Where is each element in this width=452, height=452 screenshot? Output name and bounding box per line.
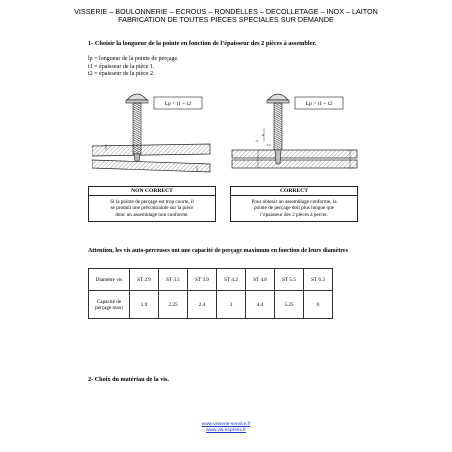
section-1-title: 1- Choisir la longueur de la pointe en fonction de l’épaisseur des 2 pièces à assembler.: [88, 40, 317, 47]
table-cell: ST 3.5: [159, 269, 188, 291]
table-cell: 1.9: [130, 291, 159, 319]
table-cell: 3: [217, 291, 246, 319]
definition-lp: lp = longueur de la pointe de perçage.: [88, 56, 179, 62]
table-cell: 5.25: [275, 291, 304, 319]
table-row-capacities: [89, 291, 333, 319]
attention-note: Attention, les vis auto-perceuses ont une capacité de perçage maximum en fonction de leurs diamètres: [88, 248, 348, 254]
incorrect-box-line-1: Si la pointe de perçage est trop courte, il: [110, 199, 194, 205]
screw-diagram: [92, 84, 362, 184]
drill-point: [134, 154, 140, 161]
table-cell: ST 6.3: [304, 269, 333, 291]
plate-1: [232, 150, 357, 158]
correct-box-line-3: l’épaisseur des 2 pièces à percer.: [260, 211, 328, 218]
footer-link-2[interactable]: www.vis-express.fr: [206, 427, 246, 433]
definitions-list: [88, 56, 179, 79]
correct-box-title: CORRECT: [231, 187, 357, 196]
correct-box-line-2: pointe de perçage doit plus longue que: [253, 205, 335, 212]
row-label-capacity-line-2: perçage maxi: [95, 304, 123, 311]
incorrect-assembly-drawing: [92, 94, 210, 172]
page-header: [0, 8, 452, 25]
incorrect-box-line-3: donc un assemblage non conforme.: [115, 211, 189, 218]
dim-t2: t2: [261, 133, 265, 137]
table-cell: 2.25: [159, 291, 188, 319]
table-cell: 6: [304, 291, 333, 319]
table-cell: ST 3.9: [188, 269, 217, 291]
footer-links: [0, 422, 452, 434]
row-label-diameter: Diamètre vis: [89, 269, 130, 291]
header-line-1: VISSERIE – BOULONNERIE – ECROUS – RONDELLES – DECOLLETAGE – INOX – LAITON: [74, 7, 378, 16]
screw-shank: [133, 103, 141, 154]
definition-t1: t1 = épaisseur de la pièce 1.: [88, 63, 155, 70]
drill-point: [275, 150, 281, 164]
incorrect-box-line-2: se produit une précontrainte sur la pièce: [110, 205, 194, 212]
footer-link-1[interactable]: www.visserie-service.fr: [201, 422, 251, 427]
correct-assembly-drawing: [232, 94, 357, 168]
definition-t2: t2 = épaisseur de la pièce 2.: [88, 71, 155, 78]
table-cell: ST 5.5: [275, 269, 304, 291]
plate-2: [92, 160, 210, 172]
header-line-2: FABRICATION DE TOUTES PIECES SPECIALES SUR DEMANDE: [118, 15, 334, 25]
plate-1: [92, 144, 210, 156]
incorrect-box-title: NON CORRECT: [89, 187, 215, 196]
table-cell: 4.4: [246, 291, 275, 319]
screw-shank: [274, 103, 282, 150]
correct-box: [230, 186, 358, 222]
table-row-diameters: [89, 269, 333, 291]
plate-2: [232, 160, 357, 168]
correct-box-line-1: Pour obtenir un assemblage conforme, la: [251, 199, 337, 205]
label-correct: Lp > t1 + t2: [305, 101, 333, 107]
section-2-title: 2- Choix du matériau de la vis.: [88, 376, 169, 383]
capacity-table: [88, 268, 333, 319]
row-label-capacity: [89, 291, 130, 319]
table-cell: ST 2.9: [130, 269, 159, 291]
table-cell: ST 4.8: [246, 269, 275, 291]
label-incorrect: Lp < t1 + t2: [164, 101, 192, 107]
table-cell: ST 4.2: [217, 269, 246, 291]
row-label-capacity-line-1: Capacité de: [96, 298, 122, 305]
incorrect-box: [88, 186, 216, 222]
dim-t1: t1: [255, 139, 259, 143]
screw-head: [268, 94, 288, 100]
screw-head: [127, 94, 147, 100]
table-cell: 2.4: [188, 291, 217, 319]
dim-lp: Lp: [267, 143, 271, 147]
